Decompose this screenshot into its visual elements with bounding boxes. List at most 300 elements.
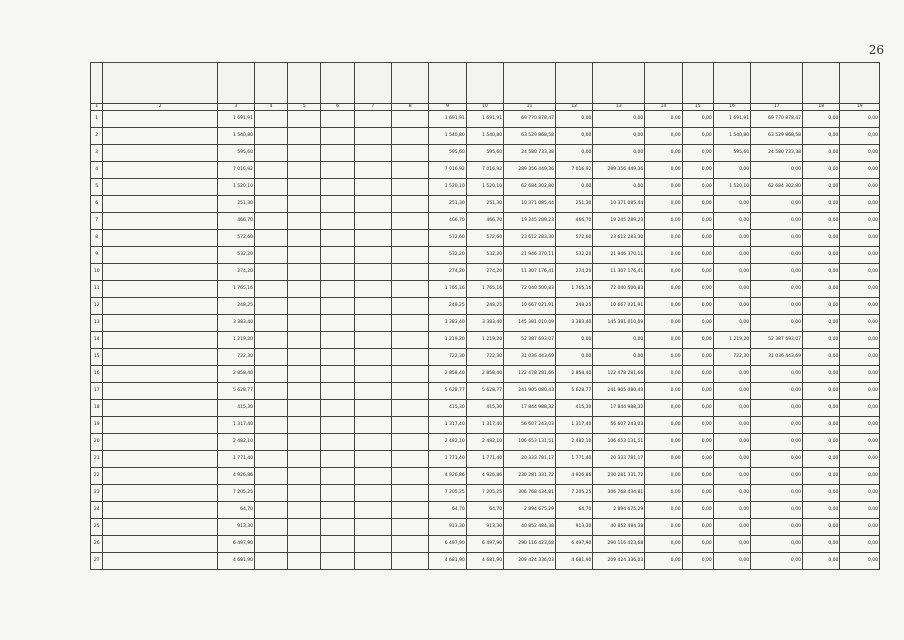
table-cell: 2 858,40 xyxy=(556,366,593,383)
table-cell: 248,25 xyxy=(429,298,466,315)
table-cell: 0,00 xyxy=(682,315,713,332)
table-cell: 1 691,91 xyxy=(217,111,254,128)
table-cell: 17 844 988,32 xyxy=(504,400,556,417)
table-cell: 64,70 xyxy=(466,502,503,519)
table-cell: 2 894 675,29 xyxy=(504,502,556,519)
table-cell xyxy=(392,213,429,230)
table-cell: 7 205,25 xyxy=(429,485,466,502)
table-cell: 1 219,20 xyxy=(713,332,750,349)
table-cell xyxy=(321,247,354,264)
table-cell xyxy=(321,213,354,230)
table-cell: 241 905 080,43 xyxy=(504,383,556,400)
header-cell xyxy=(354,63,391,104)
table-cell: 52 387 693,07 xyxy=(504,332,556,349)
table-row xyxy=(91,434,880,451)
row-number: 24 xyxy=(91,502,103,519)
table-cell xyxy=(288,485,321,502)
table-cell xyxy=(255,281,288,298)
table-cell xyxy=(321,502,354,519)
table-cell: 1 540,80 xyxy=(713,128,750,145)
table-cell: 0,00 xyxy=(840,128,880,145)
table-cell xyxy=(354,434,391,451)
table-cell: 11 307 176,41 xyxy=(504,264,556,281)
table-cell: 0,00 xyxy=(803,162,840,179)
table-cell: 3 383,40 xyxy=(429,315,466,332)
table-cell xyxy=(354,315,391,332)
table-cell: 106 653 131,51 xyxy=(593,434,645,451)
table-cell xyxy=(354,128,391,145)
table-cell: 0,00 xyxy=(682,213,713,230)
table-cell xyxy=(354,111,391,128)
table-cell: 0,00 xyxy=(803,298,840,315)
row-number: 20 xyxy=(91,434,103,451)
table-cell: 913,30 xyxy=(217,519,254,536)
table-cell xyxy=(288,213,321,230)
table-cell: 1 520,10 xyxy=(466,179,503,196)
table-cell xyxy=(288,247,321,264)
column-number: 12 xyxy=(556,104,593,111)
table-cell xyxy=(255,298,288,315)
table-cell: 0,00 xyxy=(645,298,682,315)
table-cell: 0,00 xyxy=(682,281,713,298)
table-cell: 0,00 xyxy=(556,179,593,196)
row-name xyxy=(103,281,217,298)
table-cell: 0,00 xyxy=(645,468,682,485)
table-cell: 0,00 xyxy=(682,366,713,383)
table-cell xyxy=(392,553,429,570)
table-cell: 19 245 289,23 xyxy=(593,213,645,230)
row-number: 21 xyxy=(91,451,103,468)
header-cell xyxy=(91,63,103,104)
column-number: 1 xyxy=(91,104,103,111)
table-cell: 31 036 443,69 xyxy=(751,349,803,366)
table-cell: 40 852 484,38 xyxy=(593,519,645,536)
table-cell: 2 482,10 xyxy=(429,434,466,451)
table-cell xyxy=(392,247,429,264)
table-cell: 532,20 xyxy=(429,247,466,264)
table-cell xyxy=(255,145,288,162)
table-cell: 1 765,16 xyxy=(556,281,593,298)
table-cell: 0,00 xyxy=(713,519,750,536)
header-cell xyxy=(429,63,466,104)
table-cell: 0,00 xyxy=(840,468,880,485)
table-cell xyxy=(354,230,391,247)
table-cell: 0,00 xyxy=(751,230,803,247)
table-cell: 4 926,86 xyxy=(466,468,503,485)
table-cell xyxy=(255,468,288,485)
row-number: 3 xyxy=(91,145,103,162)
table-cell xyxy=(288,383,321,400)
header-cell xyxy=(593,63,645,104)
column-number: 7 xyxy=(354,104,391,111)
table-cell xyxy=(255,230,288,247)
row-number: 2 xyxy=(91,128,103,145)
table-cell: 0,00 xyxy=(713,553,750,570)
table-cell: 0,00 xyxy=(593,349,645,366)
row-number: 11 xyxy=(91,281,103,298)
table-cell: 4 926,86 xyxy=(217,468,254,485)
table-row xyxy=(91,383,880,400)
table-cell: 0,00 xyxy=(803,247,840,264)
table-cell: 5 628,77 xyxy=(217,383,254,400)
table-cell: 10 371 085,44 xyxy=(593,196,645,213)
table-cell: 0,00 xyxy=(840,213,880,230)
table-cell xyxy=(354,400,391,417)
table-cell: 1 771,40 xyxy=(429,451,466,468)
table-cell xyxy=(392,451,429,468)
table-row xyxy=(91,247,880,264)
table-cell: 52 387 693,07 xyxy=(751,332,803,349)
row-name xyxy=(103,536,217,553)
table-cell: 0,00 xyxy=(645,247,682,264)
table-cell: 0,00 xyxy=(645,179,682,196)
table-cell xyxy=(354,519,391,536)
table-cell: 0,00 xyxy=(803,468,840,485)
table-cell: 572,60 xyxy=(556,230,593,247)
table-cell xyxy=(392,281,429,298)
table-cell: 4 681,90 xyxy=(466,553,503,570)
column-number: 11 xyxy=(504,104,556,111)
table-cell: 1 771,40 xyxy=(466,451,503,468)
table-cell: 0,00 xyxy=(645,128,682,145)
table-cell: 0,00 xyxy=(751,162,803,179)
row-name xyxy=(103,162,217,179)
table-cell: 4 926,86 xyxy=(429,468,466,485)
row-name xyxy=(103,400,217,417)
header-cell xyxy=(392,63,429,104)
table-cell xyxy=(321,111,354,128)
table-cell: 595,60 xyxy=(217,145,254,162)
table-cell: 0,00 xyxy=(840,264,880,281)
table-cell: 21 946 370,11 xyxy=(504,247,556,264)
table-cell: 23 612 283,30 xyxy=(593,230,645,247)
table-cell: 0,00 xyxy=(713,315,750,332)
table-cell xyxy=(288,145,321,162)
table-cell xyxy=(321,315,354,332)
table-cell: 17 844 988,32 xyxy=(593,400,645,417)
table-cell: 1 520,10 xyxy=(217,179,254,196)
table-cell xyxy=(255,213,288,230)
table-cell: 0,00 xyxy=(713,162,750,179)
table-cell xyxy=(288,553,321,570)
table-cell xyxy=(288,400,321,417)
header-cell xyxy=(713,63,750,104)
table-cell xyxy=(392,502,429,519)
table-row xyxy=(91,349,880,366)
column-number: 18 xyxy=(803,104,840,111)
table-cell: 1 540,80 xyxy=(466,128,503,145)
table-cell xyxy=(354,145,391,162)
table-cell: 0,00 xyxy=(645,230,682,247)
table-cell: 6 497,90 xyxy=(429,536,466,553)
table-cell xyxy=(321,536,354,553)
table-cell: 145 381 010,09 xyxy=(504,315,556,332)
table-cell xyxy=(354,485,391,502)
table-cell: 0,00 xyxy=(713,196,750,213)
table-cell: 0,00 xyxy=(645,315,682,332)
table-cell: 0,00 xyxy=(682,247,713,264)
table-cell xyxy=(392,519,429,536)
header-cell xyxy=(556,63,593,104)
table-cell: 0,00 xyxy=(840,434,880,451)
table-cell: 2 482,10 xyxy=(556,434,593,451)
table-cell: 722,30 xyxy=(713,349,750,366)
table-row xyxy=(91,196,880,213)
table-cell: 0,00 xyxy=(803,366,840,383)
table-cell: 11 307 176,41 xyxy=(593,264,645,281)
table-cell: 0,00 xyxy=(645,383,682,400)
table-cell xyxy=(255,315,288,332)
table-cell: 0,00 xyxy=(840,400,880,417)
table-cell: 1 765,16 xyxy=(217,281,254,298)
column-number: 2 xyxy=(103,104,217,111)
table-cell: 0,00 xyxy=(593,128,645,145)
table-cell: 20 333 781,17 xyxy=(504,451,556,468)
table-cell: 0,00 xyxy=(840,553,880,570)
table-cell: 572,60 xyxy=(466,230,503,247)
row-number: 23 xyxy=(91,485,103,502)
table-cell: 572,60 xyxy=(217,230,254,247)
table-row xyxy=(91,162,880,179)
table-cell: 0,00 xyxy=(803,264,840,281)
table-cell: 0,00 xyxy=(713,451,750,468)
table-cell: 0,00 xyxy=(682,485,713,502)
table-row xyxy=(91,332,880,349)
table-cell: 722,30 xyxy=(466,349,503,366)
table-cell xyxy=(255,383,288,400)
table-cell xyxy=(392,468,429,485)
header-cell xyxy=(682,63,713,104)
table-cell: 0,00 xyxy=(803,111,840,128)
table-cell: 0,00 xyxy=(803,213,840,230)
row-number: 27 xyxy=(91,553,103,570)
table-cell: 4 681,90 xyxy=(429,553,466,570)
table-cell: 251,30 xyxy=(556,196,593,213)
table-cell: 306 768 434,81 xyxy=(504,485,556,502)
table-cell: 0,00 xyxy=(682,264,713,281)
table-cell: 0,00 xyxy=(682,179,713,196)
table-row xyxy=(91,400,880,417)
table-cell: 23 612 283,30 xyxy=(504,230,556,247)
table-cell: 0,00 xyxy=(713,502,750,519)
table-cell xyxy=(354,349,391,366)
header-cell xyxy=(321,63,354,104)
table-cell xyxy=(392,366,429,383)
table-cell: 0,00 xyxy=(645,145,682,162)
table-cell xyxy=(288,434,321,451)
table-cell xyxy=(392,298,429,315)
table-cell xyxy=(255,179,288,196)
table-cell: 415,30 xyxy=(429,400,466,417)
table-cell: 0,00 xyxy=(682,383,713,400)
table-cell: 3 383,40 xyxy=(217,315,254,332)
table-cell xyxy=(354,332,391,349)
table-cell: 0,00 xyxy=(803,281,840,298)
table-cell: 7 016,92 xyxy=(217,162,254,179)
row-name xyxy=(103,417,217,434)
table-cell: 21 946 370,11 xyxy=(593,247,645,264)
table-cell: 2 858,40 xyxy=(466,366,503,383)
table-cell: 0,00 xyxy=(840,519,880,536)
table-cell: 7 016,92 xyxy=(466,162,503,179)
table-cell xyxy=(392,162,429,179)
table-cell xyxy=(354,213,391,230)
table-cell xyxy=(354,281,391,298)
row-number: 22 xyxy=(91,468,103,485)
table-cell: 0,00 xyxy=(682,553,713,570)
table-cell: 0,00 xyxy=(645,281,682,298)
table-cell xyxy=(392,383,429,400)
header-cell xyxy=(217,63,254,104)
table-cell: 0,00 xyxy=(682,332,713,349)
table-cell xyxy=(392,400,429,417)
table-cell: 40 852 484,38 xyxy=(504,519,556,536)
table-cell: 0,00 xyxy=(593,145,645,162)
table-cell xyxy=(288,366,321,383)
table-cell: 7 016,92 xyxy=(429,162,466,179)
table-cell xyxy=(321,468,354,485)
table-cell: 0,00 xyxy=(803,451,840,468)
table-cell: 0,00 xyxy=(751,553,803,570)
table-cell: 306 768 434,81 xyxy=(593,485,645,502)
table-cell: 1 219,20 xyxy=(466,332,503,349)
table-cell: 1 771,40 xyxy=(217,451,254,468)
table-cell: 0,00 xyxy=(645,196,682,213)
table-cell: 248,25 xyxy=(217,298,254,315)
table-row xyxy=(91,536,880,553)
table-cell: 0,00 xyxy=(682,196,713,213)
row-name xyxy=(103,128,217,145)
row-number: 19 xyxy=(91,417,103,434)
table-cell xyxy=(392,196,429,213)
table-cell xyxy=(321,332,354,349)
row-number: 10 xyxy=(91,264,103,281)
table-cell: 0,00 xyxy=(682,502,713,519)
table-cell: 20 333 781,17 xyxy=(593,451,645,468)
table-cell: 274,20 xyxy=(466,264,503,281)
table-cell: 289 356 449,36 xyxy=(593,162,645,179)
table-cell: 466,70 xyxy=(466,213,503,230)
table-cell xyxy=(392,349,429,366)
table-cell: 532,20 xyxy=(466,247,503,264)
table-cell: 0,00 xyxy=(803,536,840,553)
table-cell xyxy=(354,264,391,281)
table-cell: 5 628,77 xyxy=(556,383,593,400)
table-cell xyxy=(288,536,321,553)
row-name xyxy=(103,519,217,536)
table-cell xyxy=(255,349,288,366)
table-cell xyxy=(255,247,288,264)
table-cell: 0,00 xyxy=(751,502,803,519)
row-number: 4 xyxy=(91,162,103,179)
table-cell: 0,00 xyxy=(645,400,682,417)
table-cell: 1 765,16 xyxy=(429,281,466,298)
table-cell: 0,00 xyxy=(751,281,803,298)
table-cell: 0,00 xyxy=(803,128,840,145)
row-number: 8 xyxy=(91,230,103,247)
table-cell: 4 681,90 xyxy=(217,553,254,570)
table-cell: 10 371 085,44 xyxy=(504,196,556,213)
row-name xyxy=(103,349,217,366)
table-cell xyxy=(255,264,288,281)
table-cell xyxy=(392,536,429,553)
table-cell: 0,00 xyxy=(751,315,803,332)
table-cell: 1 317,40 xyxy=(556,417,593,434)
table-cell: 0,00 xyxy=(645,485,682,502)
table-cell xyxy=(354,179,391,196)
table-cell: 1 691,91 xyxy=(429,111,466,128)
table-cell: 0,00 xyxy=(803,179,840,196)
table-cell: 1 691,91 xyxy=(713,111,750,128)
table-cell: 0,00 xyxy=(556,145,593,162)
table-cell: 0,00 xyxy=(713,298,750,315)
table-cell xyxy=(392,417,429,434)
table-cell: 0,00 xyxy=(751,417,803,434)
table-cell: 2 482,10 xyxy=(466,434,503,451)
table-cell xyxy=(354,196,391,213)
table-cell: 532,20 xyxy=(217,247,254,264)
column-number: 16 xyxy=(713,104,750,111)
table-cell xyxy=(255,417,288,434)
table-row xyxy=(91,298,880,315)
table-cell: 19 245 289,23 xyxy=(504,213,556,230)
table-cell: 1 540,80 xyxy=(429,128,466,145)
row-number: 17 xyxy=(91,383,103,400)
table-cell: 4 926,86 xyxy=(556,468,593,485)
table-cell: 0,00 xyxy=(682,349,713,366)
table-cell: 1 691,91 xyxy=(466,111,503,128)
table-cell: 0,00 xyxy=(645,264,682,281)
table-cell: 2 858,40 xyxy=(217,366,254,383)
table-cell: 0,00 xyxy=(751,383,803,400)
table-cell: 466,70 xyxy=(217,213,254,230)
table-cell xyxy=(392,230,429,247)
table-cell: 3 383,40 xyxy=(556,315,593,332)
table-cell: 0,00 xyxy=(713,400,750,417)
table-cell xyxy=(392,145,429,162)
table-cell: 62 684 302,80 xyxy=(504,179,556,196)
table-cell: 3 383,40 xyxy=(466,315,503,332)
table-cell: 251,30 xyxy=(466,196,503,213)
table-row xyxy=(91,230,880,247)
table-cell: 56 607 243,03 xyxy=(504,417,556,434)
table-cell: 4 681,90 xyxy=(556,553,593,570)
row-name xyxy=(103,553,217,570)
table-cell: 0,00 xyxy=(682,111,713,128)
row-name xyxy=(103,468,217,485)
table-cell: 1 317,40 xyxy=(217,417,254,434)
table-cell: 0,00 xyxy=(803,519,840,536)
row-name xyxy=(103,111,217,128)
table-cell: 0,00 xyxy=(593,332,645,349)
row-name xyxy=(103,332,217,349)
row-number: 15 xyxy=(91,349,103,366)
table-cell: 0,00 xyxy=(751,196,803,213)
table-cell: 0,00 xyxy=(751,536,803,553)
table-cell: 0,00 xyxy=(803,383,840,400)
table-cell: 0,00 xyxy=(803,332,840,349)
table-cell xyxy=(354,451,391,468)
table-cell xyxy=(392,111,429,128)
table-cell xyxy=(321,383,354,400)
table-cell: 0,00 xyxy=(840,536,880,553)
table-cell: 7 205,25 xyxy=(556,485,593,502)
table-row xyxy=(91,502,880,519)
table-cell: 0,00 xyxy=(593,179,645,196)
column-number: 6 xyxy=(321,104,354,111)
table-cell: 0,00 xyxy=(840,417,880,434)
table-cell: 1 771,40 xyxy=(556,451,593,468)
